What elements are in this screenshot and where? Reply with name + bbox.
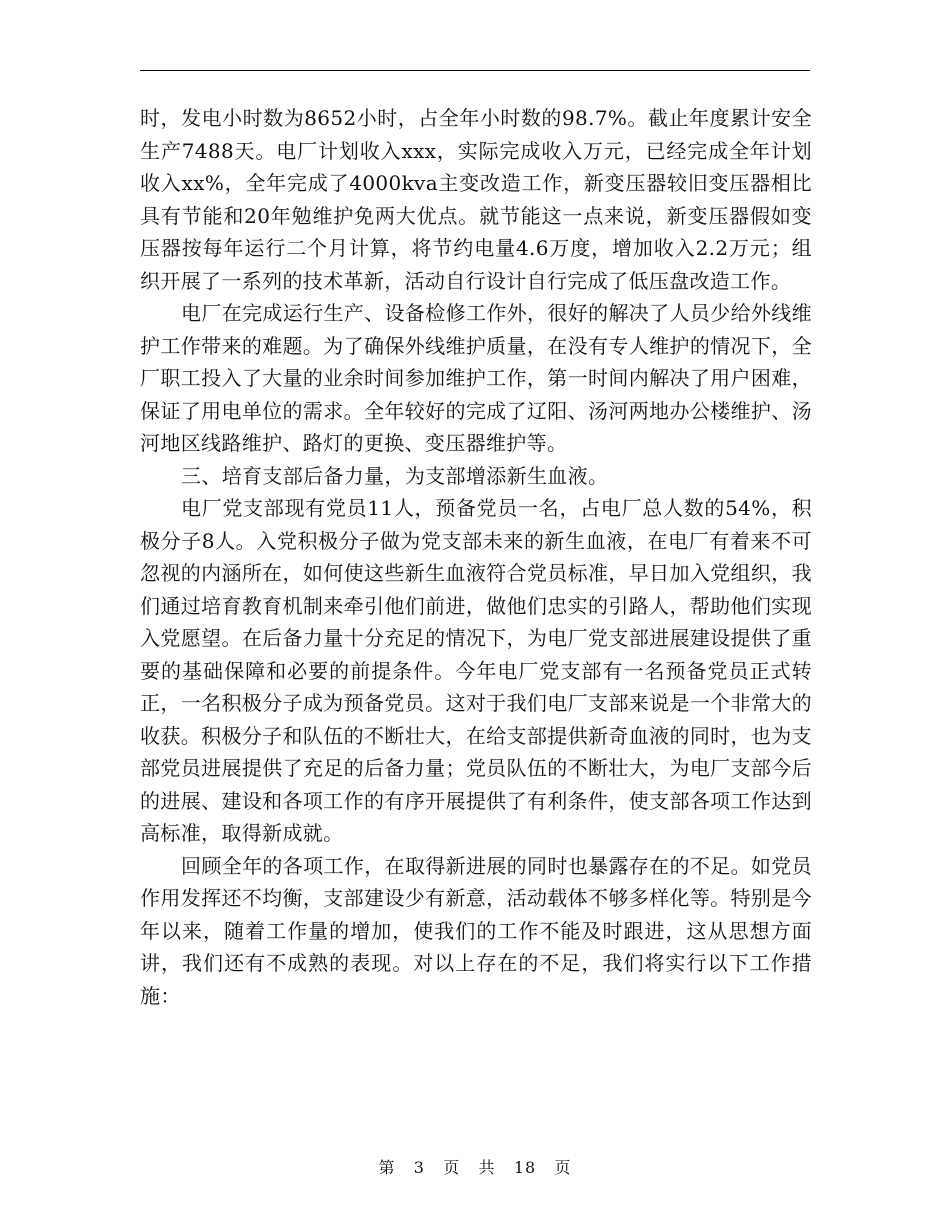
footer-label-page-unit: 页 — [443, 1158, 461, 1177]
section-heading: 三、培育支部后备力量，为支部增添新生血液。 — [181, 463, 609, 488]
paragraph-3: 电厂党支部现有党员11人，预备党员一名，占电厂总人数的54%，积极分子8人。入党积极分子做为党支部未来的新生血液，在电厂有着来不可忽视的内涵所在，如何使这些新生血液符合党员标准，早日加入党组织，我们通过培育教育机制来牵引他们前进，做他们忠实的引路人，帮助他们实现入党愿望。在后备力量十分充足的情况下，为电厂党支部进展建设提供了重要的基础保障和必要的前提条件。今年电厂党支部有一名预备党员正式转正，一名积极分子成为预备党员。这对于我们电厂支部来说是一个非常大的收获。积极分子和队伍的不断壮大，在给支部提供新奇血液的同时，也为支部党员进展提供了充足的后备力量；党员队伍的不断壮大，为电厂支部今后的进展、建设和各项工作的有序开展提供了有利条件，使支部各项工作达到高标准，取得新成就。 — [140, 496, 812, 845]
footer-total-pages: 18 — [513, 1158, 537, 1177]
paragraph-2: 电厂在完成运行生产、设备检修工作外，很好的解决了人员少给外线维护工作带来的难题。为了确保外线维护质量，在没有专人维护的情况下，全厂职工投入了大量的业余时间参加维护工作，第一时间内解决了用户困难，保证了用电单位的需求。全年较好的完成了辽阳、汤河两地办公楼维护、汤河地区线路维护、路灯的更换、变压器维护等。 — [140, 301, 812, 455]
footer-label-page: 第 — [378, 1158, 396, 1177]
footer-label-total: 共 — [478, 1158, 496, 1177]
footer-label-total-unit: 页 — [554, 1158, 572, 1177]
document-body — [140, 102, 812, 1012]
page-footer — [0, 1155, 950, 1178]
footer-current-page: 3 — [413, 1158, 425, 1177]
header-rule — [140, 70, 810, 71]
paragraph-4: 回顾全年的各项工作，在取得新进展的同时也暴露存在的不足。如党员作用发挥还不均衡，支部建设少有新意，活动载体不够多样化等。特别是今年以来，随着工作量的增加，使我们的工作不能及时跟进，这从思想方面讲，我们还有不成熟的表现。对以上存在的不足，我们将实行以下工作措施： — [140, 853, 812, 1008]
paragraph-1: 时，发电小时数为8652小时，占全年小时数的98.7%。截止年度累计安全生产7488天。电厂计划收入xxx，实际完成收入万元，已经完成全年计划收入xx%，全年完成了4000kva主变改造工作，新变压器较旧变压器相比具有节能和20年勉维护免两大优点。就节能这一点来说，新变压器假如变压器按每年运行二个月计算，将节约电量4.6万度，增加收入2.2万元；组织开展了一系列的技术革新，活动自行设计自行完成了低压盘改造工作。 — [140, 106, 812, 293]
